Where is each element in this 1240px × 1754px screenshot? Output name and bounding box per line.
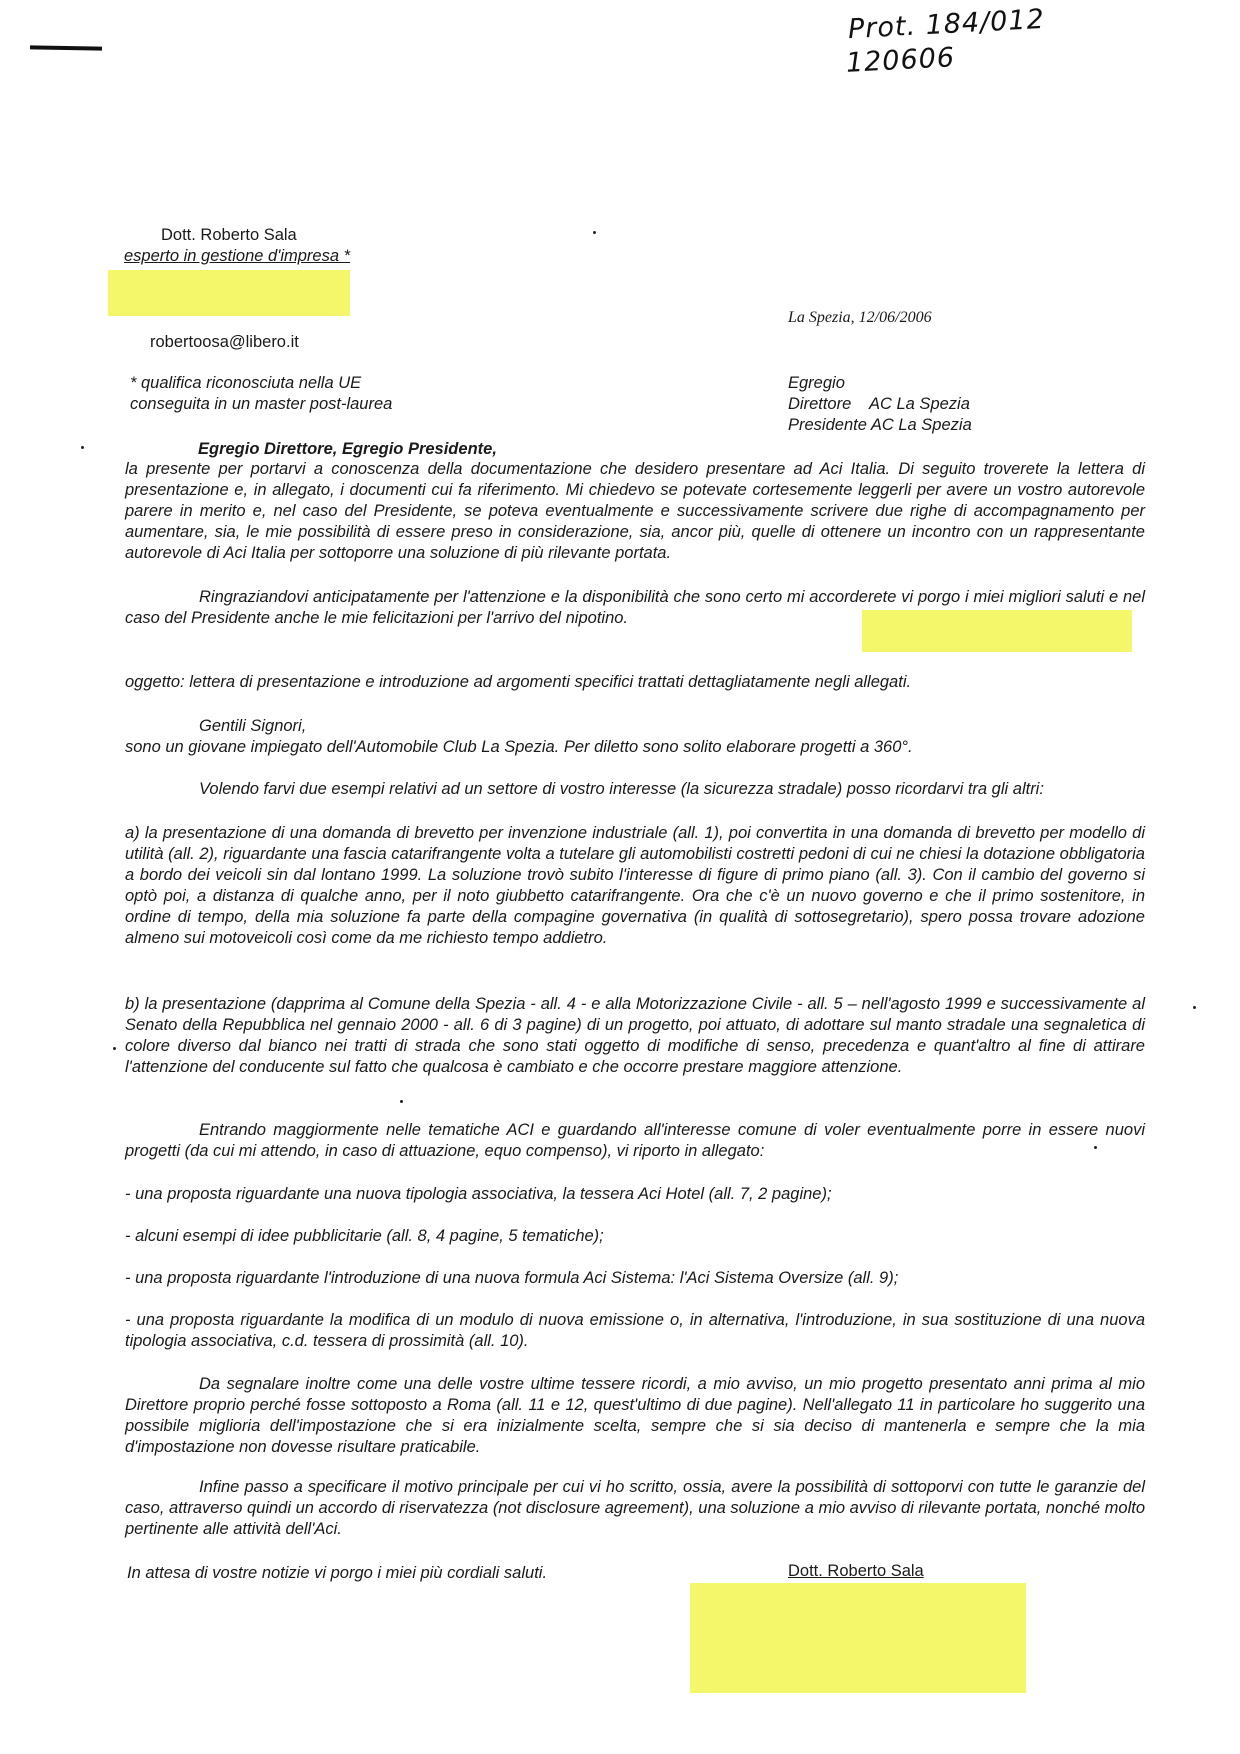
tessere-paragraph: Da segnalare inoltre come una delle vostre ultime tessere ricordi, a mio avviso, un mio progetto presentato anni prima al mio Direttore proprio perché fosse sottoposto a Roma (all. 11 e 12, quest'ultimo di due pagine). Nell'allegato 11 in particolare ho suggerito una possibile miglioria dell'impostazione che si era inizialmente scelta, sempre che si sia deciso di mantenerla e sempre che la mia d'impostazione non dovesse risultare praticabile. <box>125 1375 1145 1456</box>
thanks-paragraph: Ringraziandovi anticipatamente per l'attenzione e la disponibilità che sono certo mi accorderete vi porgo i miei migliori saluti e nel caso del Presidente anche le mie felicitazioni per l'arrivo del nipotino. <box>125 588 1145 627</box>
redacted-note <box>862 610 1132 652</box>
list-item: - una proposta riguardante una nuova tipologia associativa, la tessera Aci Hotel (all. 7, 2 pagine); <box>125 1185 832 1203</box>
sender-email: robertoosa@libero.it <box>150 333 299 351</box>
footnote-line1: * qualifica riconosciuta nella UE <box>130 374 362 392</box>
intro-paragraph: la presente per portarvi a conoscenza della documentazione che desidero presentare ad Aci Italia. Di seguito troverete la lettera di presentazione e, in allegato, i documenti cui fa riferimento. Mi chiedevo se potevate cortesemente leggerli per avere un vostro autorevole parere in merito e, nel caso del Presidente, se poteva eventualmente e successivamente scrivere due righe di accompagnamento per aumentare, sia, le mie possibilità di essere preso in considerazione, sia, ancor più, quelle di ottenere un incontro con un rappresentante autorevole di Aci Italia per sottoporre una soluzione di più rilevante portata. <box>125 460 1145 562</box>
point-a-paragraph: a) la presentazione di una domanda di brevetto per invenzione industriale (all. 1), poi convertita in una domanda di brevetto per modello di utilità (all. 2), riguardante una fascia catarifrangente volta a tutelare gli automobilisti costretti pedoni di cui ne chiesi la dotazione obbligatoria a bordo dei veicoli sin dal lontano 1999. La soluzione trovò subito l'interesse di figure di primo piano (all. 3). Con il cambio del governo si optò poi, a distanza di qualche anno, per il noto giubbetto catarifrangente. Ora che c'è un nuovo governo e che il primo sostenitore, in ordine di tempo, della mia soluzione fa parte della compagine governativa (in qualità di sottosegretario), spero possa trovare adozione almeno sui motoveicoli così come da me richiesto tempo addietro. <box>125 824 1145 947</box>
redacted-address <box>108 270 350 316</box>
examples-intro: Volendo farvi due esempi relativi ad un settore di vostro interesse (la sicurezza stradale) posso ricordarvi tra gli altri: <box>199 780 1044 798</box>
aci-paragraph: Entrando maggiormente nelle tematiche ACI e guardando all'interesse comune di voler eventualmente porre in essere nuovi progetti (da cui mi attendo, in caso di attuazione, equo compenso), vi riporto in allegato: <box>125 1121 1145 1160</box>
list-item: - una proposta riguardante la modifica di un modulo di nuova emissione o, in alternativa, l'introduzione, in sua sostituzione di una nuova tipologia associativa, c.d. tessera di prossimità (all. 10). <box>125 1311 1145 1350</box>
recipient-line3: Presidente AC La Spezia <box>788 416 972 434</box>
salutation: Egregio Direttore, Egregio Presidente, <box>198 440 497 458</box>
scan-speck <box>81 446 84 449</box>
sender-title: esperto in gestione d'impresa * <box>124 247 351 265</box>
place-date: La Spezia, 12/06/2006 <box>788 309 932 326</box>
scan-mark <box>30 45 102 50</box>
scan-speck <box>593 231 596 234</box>
greeting: Gentili Signori, <box>199 717 307 735</box>
handwritten-number: 120606 <box>845 42 956 79</box>
final-paragraph: Infine passo a specificare il motivo principale per cui vi ho scritto, ossia, avere la possibilità di sottoporvi con tutte le garanzie del caso, attraverso quindi un accordo di riservatezza (not disclosure agreement), una soluzione a mio avviso di rilevante portata, nonché molto pertinente alle attività dell'Aci. <box>125 1478 1145 1538</box>
closing: In attesa di vostre notizie vi porgo i miei più cordiali saluti. <box>127 1564 548 1582</box>
list-item: - alcuni esempi di idee pubblicitarie (all. 8, 4 pagine, 5 tematiche); <box>125 1227 604 1245</box>
recipient-line2: Direttore AC La Spezia <box>788 395 970 413</box>
scan-speck <box>1193 1006 1196 1009</box>
scan-speck <box>1094 1146 1097 1149</box>
subject-line: oggetto: lettera di presentazione e introduzione ad argomenti specifici trattati dettagliatamente negli allegati. <box>125 673 912 691</box>
redacted-signature <box>690 1583 1026 1693</box>
intro-line: sono un giovane impiegato dell'Automobile Club La Spezia. Per diletto sono solito elaborare progetti a 360°. <box>125 738 913 756</box>
recipient-line1: Egregio <box>788 374 845 392</box>
footnote-line2: conseguita in un master post-laurea <box>130 395 393 413</box>
scan-speck <box>113 1047 116 1050</box>
sender-name: Dott. Roberto Sala <box>161 226 297 244</box>
handwritten-protocol: Prot. 184/012 <box>847 3 1046 46</box>
point-b-paragraph: b) la presentazione (dapprima al Comune della Spezia - all. 4 - e alla Motorizzazione Civile - all. 5 – nell'agosto 1999 e successivamente al Senato della Repubblica nel gennaio 2000 - all. 6 di 3 pagine) di un progetto, poi attuato, di adottare sul manto stradale una segnaletica di colore diverso dal bianco nei tratti di strada che sono stati oggetto di modifiche di senso, precedenza e quant'altro al fine di attirare l'attenzione del conducente sul fatto che qualcosa è cambiato e che occorre prestare maggiore attenzione. <box>125 995 1145 1076</box>
signature: Dott. Roberto Sala <box>788 1562 924 1580</box>
list-item: - una proposta riguardante l'introduzione di una nuova formula Aci Sistema: l'Aci Sistema Oversize (all. 9); <box>125 1269 899 1287</box>
scan-speck <box>400 1100 403 1103</box>
